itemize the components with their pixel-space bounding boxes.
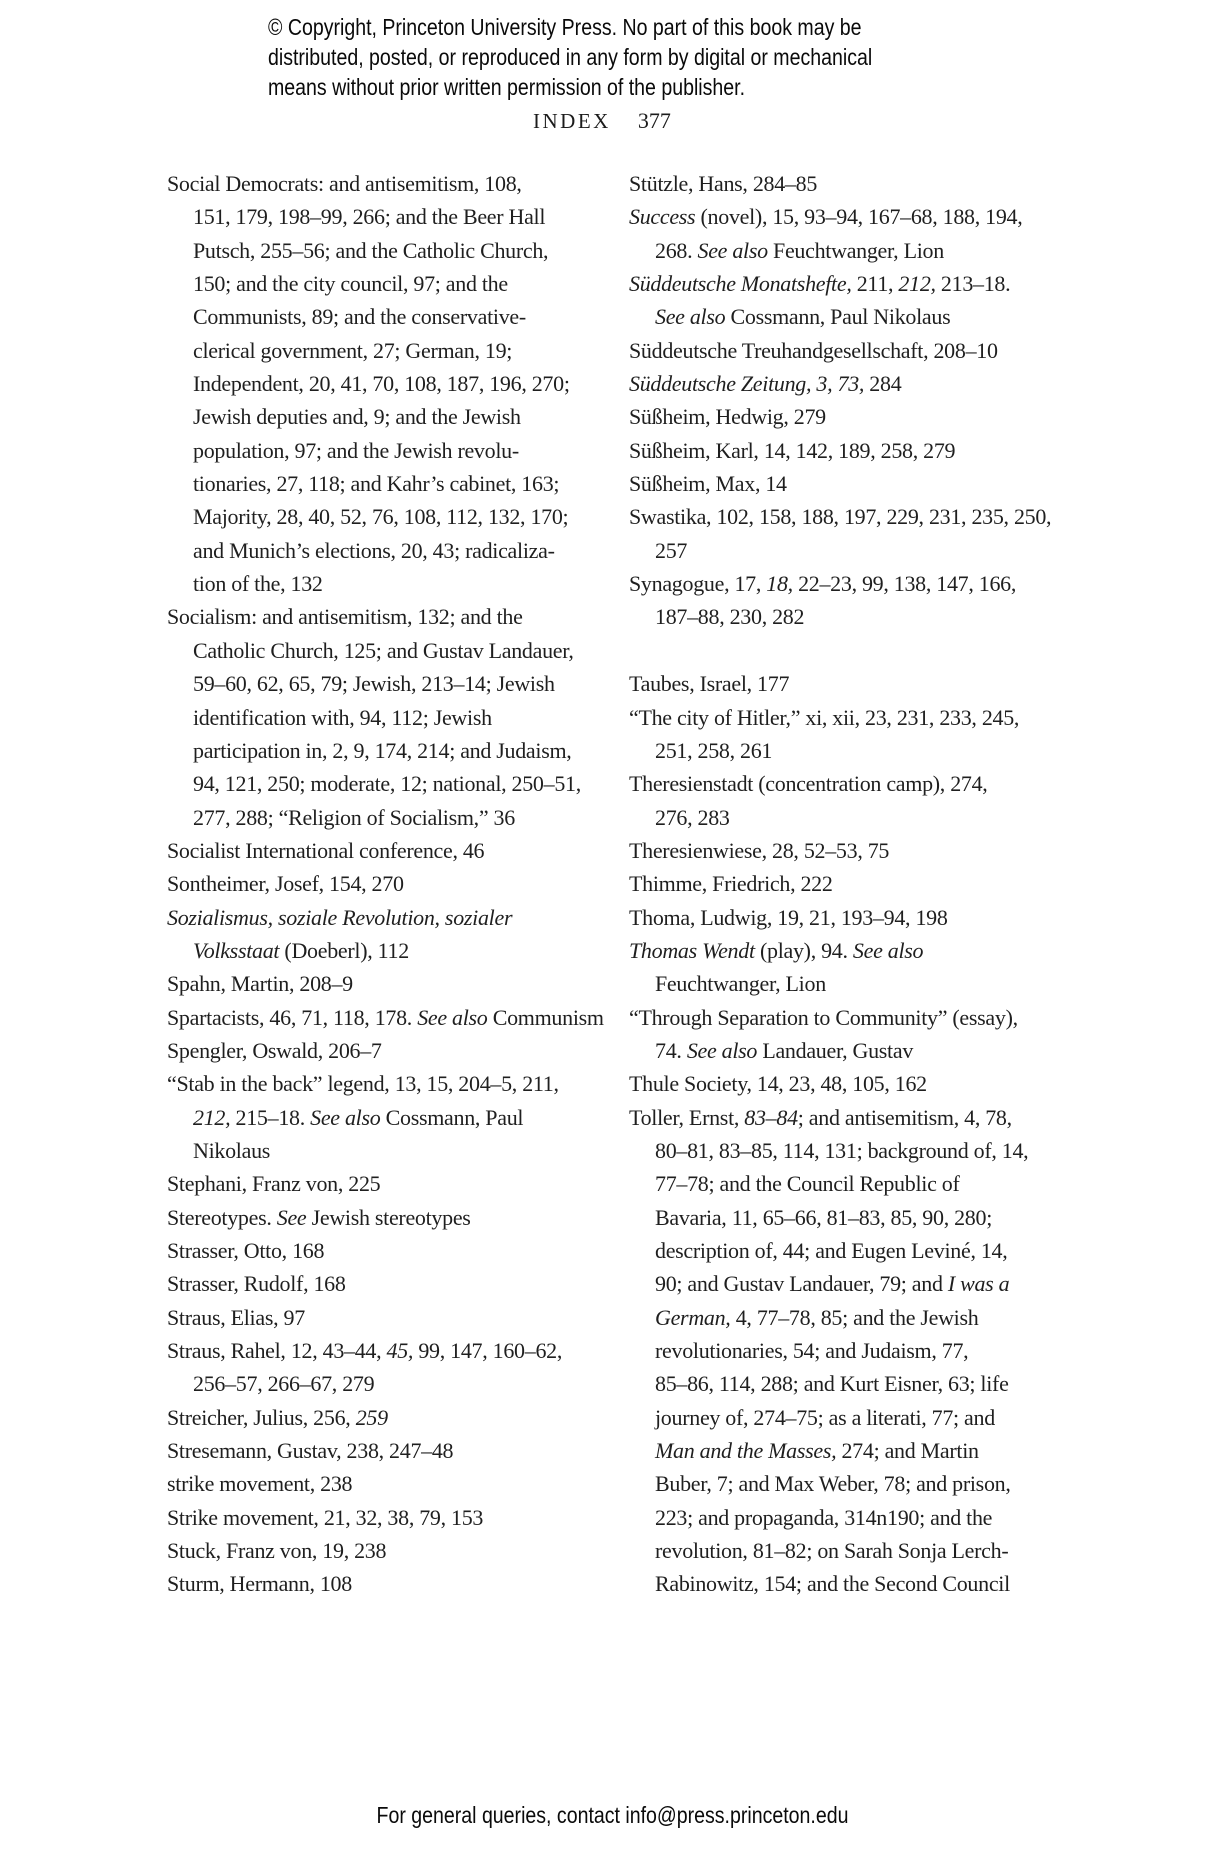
index-line xyxy=(629,567,1099,600)
index-entry-segment: 45, xyxy=(386,1338,414,1364)
index-line xyxy=(167,234,637,267)
index-line xyxy=(629,1067,1099,1100)
index-entry-segment: 85–86, 114, 288; and Kurt Eisner, 63; life xyxy=(655,1371,1009,1397)
index-line xyxy=(167,167,637,200)
index-entry-segment: Spengler, Oswald, 206–7 xyxy=(167,1037,382,1063)
index-entry-segment: strike movement, 238 xyxy=(167,1471,353,1497)
index-entry-segment: See also xyxy=(852,937,924,963)
index-entry-segment: revolutionaries, 54; and Judaism, 77, xyxy=(655,1338,969,1364)
index-line xyxy=(167,667,637,700)
index-entry-segment: Thimme, Friedrich, 222 xyxy=(629,871,833,897)
index-entry-segment: 268. xyxy=(655,237,698,263)
index-entry-segment: German, xyxy=(655,1304,731,1330)
index-line xyxy=(167,1401,637,1434)
index-entry-segment: Feuchtwanger, Lion xyxy=(655,971,826,997)
index-entry-segment: See xyxy=(276,1204,307,1230)
index-line xyxy=(629,1334,1099,1367)
index-line xyxy=(629,667,1099,700)
index-entry-segment: Taubes, Israel, 177 xyxy=(629,671,790,697)
index-line xyxy=(629,467,1099,500)
index-entry-segment: “Through Separation to Community” (essay), xyxy=(629,1004,1018,1030)
index-line xyxy=(629,1434,1099,1467)
index-line xyxy=(629,867,1099,900)
index-entry-segment: Stuck, Franz von, 19, 238 xyxy=(167,1538,387,1564)
index-line xyxy=(629,434,1099,467)
index-line xyxy=(629,334,1099,367)
index-line xyxy=(629,234,1099,267)
index-line xyxy=(167,834,637,867)
index-entry-segment: Thomas Wendt xyxy=(629,937,755,963)
index-entry-segment: Stresemann, Gustav, 238, 247–48 xyxy=(167,1438,454,1464)
index-entry-segment: Sontheimer, Josef, 154, 270 xyxy=(167,871,404,897)
index-entry-segment: tionaries, 27, 118; and Kahr’s cabinet, 163; xyxy=(193,471,560,497)
index-entry-segment: 223; and propaganda, 314n190; and the xyxy=(655,1504,993,1530)
index-line xyxy=(167,1301,637,1334)
index-entry-segment: 187–88, 230, 282 xyxy=(655,604,805,630)
index-entry-segment: Süßheim, Hedwig, 279 xyxy=(629,404,826,430)
index-line xyxy=(629,1101,1099,1134)
copyright-notice xyxy=(268,12,872,102)
index-line xyxy=(629,1034,1099,1067)
index-line xyxy=(629,1467,1099,1500)
index-entry-segment: Thule Society, 14, 23, 48, 105, 162 xyxy=(629,1071,927,1097)
index-entry-segment: Sozialismus, soziale Revolution, sozialer xyxy=(167,904,513,930)
copyright-line: means without prior written permission of the publisher. xyxy=(268,74,746,100)
index-entry-segment: Buber, 7; and Max Weber, 78; and prison, xyxy=(655,1471,1011,1497)
index-entry-segment: and Munich’s elections, 20, 43; radicaliza- xyxy=(193,537,555,563)
index-line xyxy=(629,1234,1099,1267)
index-entry-segment: tion of the, 132 xyxy=(193,571,323,597)
index-line xyxy=(629,1534,1099,1567)
index-entry-segment: Süddeutsche Zeitung, 3, 73, xyxy=(629,371,865,397)
index-entry-segment: Thoma, Ludwig, 19, 21, 193–94, 198 xyxy=(629,904,948,930)
footer-query-note: For general queries, contact info@press.princeton.edu xyxy=(376,1802,849,1828)
index-entry-segment: Strasser, Rudolf, 168 xyxy=(167,1271,346,1297)
index-entry-segment: 151, 179, 198–99, 266; and the Beer Hall xyxy=(193,204,546,230)
index-line xyxy=(629,500,1099,533)
index-entry-segment: Spartacists, 46, 71, 118, 178. xyxy=(167,1004,418,1030)
index-entry-segment: 90; and Gustav Landauer, 79; and xyxy=(655,1271,948,1297)
index-entry-segment: Communism xyxy=(487,1004,604,1030)
index-entry-segment: clerical government, 27; German, 19; xyxy=(193,337,513,363)
index-line xyxy=(167,1234,637,1267)
index-entry-segment: Synagogue, 17, xyxy=(629,571,767,597)
index-line xyxy=(167,1267,637,1300)
index-line xyxy=(629,267,1099,300)
index-entry-segment: Streicher, Julius, 256, xyxy=(167,1404,356,1430)
index-entry-segment: See also xyxy=(310,1104,381,1130)
index-entry-segment: 74. xyxy=(655,1037,687,1063)
index-entry-segment: Catholic Church, 125; and Gustav Landauer, xyxy=(193,637,574,663)
index-line xyxy=(167,901,637,934)
index-line xyxy=(629,600,1099,633)
index-entry-segment: 256–57, 266–67, 279 xyxy=(193,1371,375,1397)
index-entry-segment: 18, xyxy=(766,571,793,597)
running-head xyxy=(533,108,671,134)
index-entry-segment: 274; and Martin xyxy=(836,1438,979,1464)
index-entry-segment: Straus, Rahel, 12, 43–44, xyxy=(167,1338,387,1364)
index-line xyxy=(167,500,637,533)
index-entry-segment: 212, xyxy=(898,271,936,297)
index-line xyxy=(167,1534,637,1567)
index-entry-segment: Socialism: and antisemitism, 132; and the xyxy=(167,604,523,630)
index-line xyxy=(629,834,1099,867)
index-line xyxy=(167,1067,637,1100)
index-entry-segment: See also xyxy=(697,237,768,263)
index-entry-segment: 213–18. xyxy=(935,271,1011,297)
index-line xyxy=(167,1001,637,1034)
index-entry-segment: Social Democrats: and antisemitism, 108, xyxy=(167,171,522,196)
index-line xyxy=(629,534,1099,567)
index-entry-segment: journey of, 274–75; as a literati, 77; and xyxy=(655,1404,995,1430)
index-line xyxy=(629,901,1099,934)
index-line xyxy=(167,1201,637,1234)
index-entry-segment: ; and antisemitism, 4, 78, xyxy=(797,1104,1012,1130)
index-line xyxy=(167,200,637,233)
index-column-right xyxy=(629,167,1099,1601)
index-line xyxy=(167,767,637,800)
index-entry-segment: Theresienstadt (concentration camp), 274, xyxy=(629,771,988,797)
index-entry-segment: Communists, 89; and the conservative- xyxy=(193,304,526,330)
index-line xyxy=(629,1134,1099,1167)
index-line xyxy=(629,767,1099,800)
index-line xyxy=(167,367,637,400)
index-line xyxy=(167,934,637,967)
index-entry-segment: Success xyxy=(629,204,696,230)
index-line xyxy=(167,600,637,633)
index-entry-segment: “The city of Hitler,” xi, xii, 23, 231, 233, 245, xyxy=(629,704,1020,730)
index-line xyxy=(167,1101,637,1134)
index-line xyxy=(167,634,637,667)
index-line xyxy=(629,167,1099,200)
index-line xyxy=(629,300,1099,333)
index-entry-segment: 251, 258, 261 xyxy=(655,737,773,763)
index-entry-segment: 211, xyxy=(851,271,899,297)
index-line xyxy=(629,1501,1099,1534)
copyright-line: distributed, posted, or reproduced in any form by digital or mechanical xyxy=(268,44,873,70)
index-entry-segment: 22–23, 99, 138, 147, 166, xyxy=(792,571,1017,597)
index-entry-segment: Socialist International conference, 46 xyxy=(167,837,485,863)
index-line xyxy=(629,1267,1099,1300)
index-entry-segment: 277, 288; “Religion of Socialism,” 36 xyxy=(193,804,515,830)
index-line xyxy=(629,1367,1099,1400)
index-entry-segment: Toller, Ernst, xyxy=(629,1104,745,1130)
index-section-gap xyxy=(629,634,1099,667)
index-line xyxy=(167,434,637,467)
index-entry-segment: Theresienwiese, 28, 52–53, 75 xyxy=(629,837,890,863)
index-line xyxy=(167,734,637,767)
copyright-line: © Copyright, Princeton University Press. No part of this book may be xyxy=(268,14,862,40)
index-entry-segment: (play), 94. xyxy=(754,937,853,963)
index-entry-segment: Cossmann, Paul xyxy=(380,1104,524,1130)
index-entry-segment: 80–81, 83–85, 114, 131; background of, 14, xyxy=(655,1137,1029,1163)
index-entry-segment: Feuchtwanger, Lion xyxy=(767,237,944,263)
index-line xyxy=(629,1301,1099,1334)
index-entry-segment: 59–60, 62, 65, 79; Jewish, 213–14; Jewish xyxy=(193,671,555,697)
index-line xyxy=(629,1167,1099,1200)
index-entry-segment: Stützle, Hans, 284–85 xyxy=(629,171,818,196)
index-title: INDEX xyxy=(533,109,611,133)
index-entry-segment: Landauer, Gustav xyxy=(757,1037,914,1063)
index-entry-segment: Spahn, Martin, 208–9 xyxy=(167,971,353,997)
index-entry-segment: Cossmann, Paul Nikolaus xyxy=(725,304,951,330)
index-line xyxy=(629,367,1099,400)
index-line xyxy=(167,1501,637,1534)
index-entry-segment: Putsch, 255–56; and the Catholic Church, xyxy=(193,237,549,263)
index-entry-segment: See also xyxy=(655,304,726,330)
index-line xyxy=(167,1134,637,1167)
page-number: 377 xyxy=(637,108,671,133)
index-entry-segment: Majority, 28, 40, 52, 76, 108, 112, 132, 170; xyxy=(193,504,569,530)
index-entry-segment: “Stab in the back” legend, 13, 15, 204–5, 211, xyxy=(167,1071,559,1097)
index-line xyxy=(629,967,1099,1000)
index-entry-segment: Bavaria, 11, 65–66, 81–83, 85, 90, 280; xyxy=(655,1204,993,1230)
index-line xyxy=(167,267,637,300)
index-line xyxy=(167,534,637,567)
index-line xyxy=(167,967,637,1000)
index-line xyxy=(167,300,637,333)
index-line xyxy=(629,1567,1099,1600)
index-entry-segment: Strike movement, 21, 32, 38, 79, 153 xyxy=(167,1504,484,1530)
index-line xyxy=(167,467,637,500)
index-entry-segment: Jewish deputies and, 9; and the Jewish xyxy=(193,404,521,430)
index-entry-segment: Volksstaat xyxy=(193,937,280,963)
index-entry-segment: 83–84 xyxy=(744,1104,798,1130)
index-line xyxy=(167,1434,637,1467)
index-line xyxy=(629,1401,1099,1434)
index-line xyxy=(167,867,637,900)
index-line xyxy=(629,1201,1099,1234)
index-line xyxy=(167,1167,637,1200)
index-entry-segment: 99, 147, 160–62, xyxy=(413,1338,563,1364)
index-entry-segment: 77–78; and the Council Republic of xyxy=(655,1171,960,1197)
index-entry-segment: identification with, 94, 112; Jewish xyxy=(193,704,492,730)
index-entry-segment: (Doeberl), 112 xyxy=(279,937,409,963)
index-entry-segment: Stephani, Franz von, 225 xyxy=(167,1171,381,1197)
index-line xyxy=(167,334,637,367)
index-entry-segment: participation in, 2, 9, 174, 214; and Judaism, xyxy=(193,737,572,763)
index-entry-segment: (novel), 15, 93–94, 167–68, 188, 194, xyxy=(695,204,1023,230)
index-line xyxy=(167,1034,637,1067)
index-line xyxy=(629,400,1099,433)
index-entry-segment: Süddeutsche Monatshefte, xyxy=(629,271,852,297)
index-line xyxy=(167,1367,637,1400)
index-entry-segment: 150; and the city council, 97; and the xyxy=(193,271,508,297)
index-entry-segment: Straus, Elias, 97 xyxy=(167,1304,305,1330)
index-entry-segment: Man and the Masses, xyxy=(655,1438,837,1464)
index-line xyxy=(629,801,1099,834)
index-entry-segment: Strasser, Otto, 168 xyxy=(167,1238,325,1263)
index-entry-segment: 257 xyxy=(655,537,688,563)
index-entry-segment: Swastika, 102, 158, 188, 197, 229, 231, 235, 250, xyxy=(629,504,1052,530)
index-line xyxy=(629,1001,1099,1034)
index-entry-segment: Independent, 20, 41, 70, 108, 187, 196, 270; xyxy=(193,371,570,397)
index-entry-segment: revolution, 81–82; on Sarah Sonja Lerch- xyxy=(655,1538,1009,1564)
index-entry-segment: Süßheim, Karl, 14, 142, 189, 258, 279 xyxy=(629,437,956,463)
index-entry-segment: 259 xyxy=(355,1404,388,1430)
index-line xyxy=(629,701,1099,734)
index-line xyxy=(167,1567,637,1600)
index-entry-segment: 215–18. xyxy=(230,1104,311,1130)
index-line xyxy=(167,400,637,433)
index-line xyxy=(167,1334,637,1367)
index-line xyxy=(167,567,637,600)
index-entry-segment: I was a xyxy=(947,1271,1010,1297)
index-line xyxy=(167,701,637,734)
index-line xyxy=(167,801,637,834)
index-entry-segment: description of, 44; and Eugen Leviné, 14, xyxy=(655,1238,1008,1263)
index-entry-segment: Stereotypes. xyxy=(167,1204,277,1230)
index-entry-segment: 94, 121, 250; moderate, 12; national, 250–51, xyxy=(193,771,581,797)
index-entry-segment: Jewish stereotypes xyxy=(306,1204,471,1230)
index-entry-segment: 276, 283 xyxy=(655,804,730,830)
index-entry-segment: See also xyxy=(686,1037,758,1063)
index-entry-segment: population, 97; and the Jewish revolu- xyxy=(193,437,519,463)
index-entry-segment: Nikolaus xyxy=(193,1137,271,1163)
index-entry-segment: Süßheim, Max, 14 xyxy=(629,471,787,497)
index-entry-segment: 4, 77–78, 85; and the Jewish xyxy=(730,1304,979,1330)
index-line xyxy=(167,1467,637,1500)
index-column-left xyxy=(167,167,637,1601)
index-entry-segment: Süddeutsche Treuhandgesellschaft, 208–10 xyxy=(629,337,998,363)
index-entry-segment: 212, xyxy=(193,1104,231,1130)
index-entry-segment: 284 xyxy=(864,371,902,397)
index-line xyxy=(629,934,1099,967)
index-entry-segment: See also xyxy=(417,1004,488,1030)
index-line xyxy=(629,734,1099,767)
index-entry-segment: Rabinowitz, 154; and the Second Council xyxy=(655,1571,1010,1597)
index-line xyxy=(629,200,1099,233)
index-entry-segment: Sturm, Hermann, 108 xyxy=(167,1571,352,1597)
